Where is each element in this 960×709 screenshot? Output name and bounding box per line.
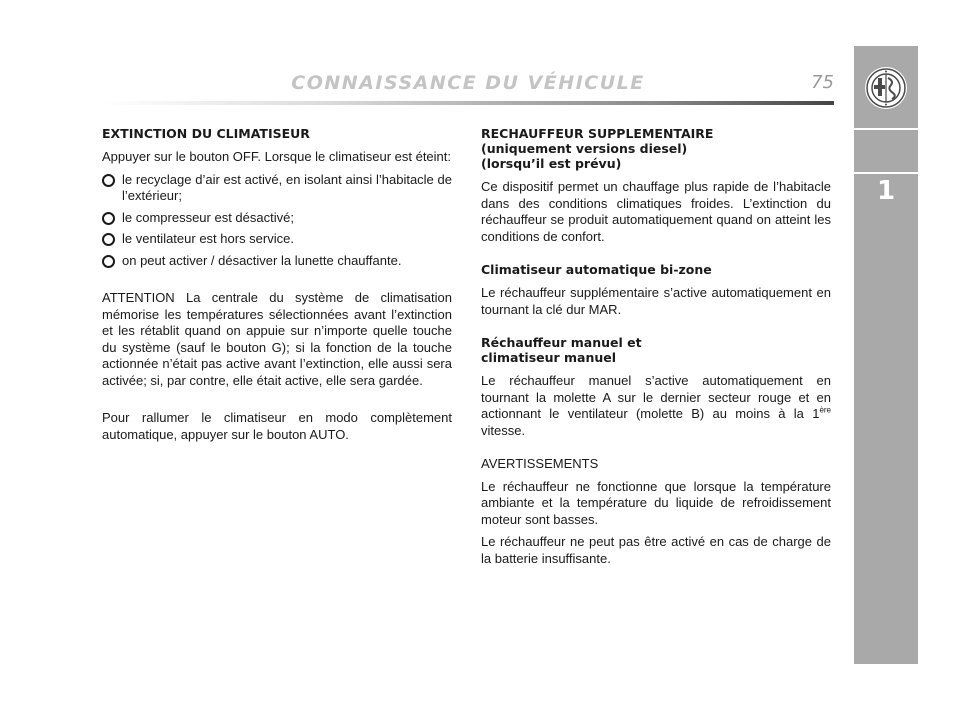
- intro-paragraph: Appuyer sur le bouton OFF. Lorsque le climatiseur est éteint:: [102, 149, 452, 164]
- circle-bullet-icon: [102, 255, 115, 268]
- heading-line: (lorsqu’il est prévu): [481, 156, 622, 171]
- subheading-bizone: Climatiseur automatique bi-zone: [481, 262, 712, 277]
- header-rule: [102, 101, 834, 105]
- warning-paragraph: Le réchauffeur ne peut pas être activé en cas de charge de la batterie insuffisante.: [481, 534, 831, 566]
- heading-extinction: EXTINCTION DU CLIMATISEUR: [102, 126, 310, 141]
- page-header: [102, 66, 834, 106]
- heading-line: Réchauffeur manuel et: [481, 335, 642, 350]
- chapter-number: 1: [876, 176, 896, 206]
- heading-line: climatiseur manuel: [481, 350, 617, 365]
- warning-paragraph: Le réchauffeur ne fonctionne que lorsque la température ambiante et la température du liquide de refroidissement moteur sont basses.: [481, 478, 831, 527]
- circle-bullet-icon: [102, 233, 115, 246]
- attention-paragraph: ATTENTION La centrale du système de climatisation mémorise les températures sélectionnées avant l’extinction et les rétablit quand on appuie sur n’importe quelle touche du système (sauf le bouton G); si la fonction de la touche actionnée n’était pas active avant l’extinction, elle aussi sera activée; si, par contre, elle était active, elle sera gardée.: [102, 290, 452, 388]
- manuel-paragraph: Le réchauffeur manuel s’active automatiquement en tournant la molette A sur le dernier secteur rouge et en actionnant le ventilateur (molette B) au moins à la 1ère vitesse.: [481, 373, 831, 438]
- chapter-side-tab: [854, 46, 918, 664]
- heading-line: (uniquement versions diesel): [481, 141, 688, 156]
- warnings-label: AVERTISSEMENTS: [481, 456, 599, 471]
- side-tab-divider: [854, 172, 918, 174]
- alfa-romeo-logo-icon: [864, 66, 908, 110]
- page-number: 75: [811, 72, 834, 93]
- heading-line: RECHAUFFEUR SUPPLEMENTAIRE: [481, 126, 714, 141]
- list-item: le recyclage d’air est activé, en isolant ainsi l’habitacle de l’extérieur;: [102, 172, 452, 205]
- bizone-paragraph: Le réchauffeur supplémentaire s’active automatiquement en tournant la clé dur MAR.: [481, 285, 831, 317]
- intro-paragraph: Ce dispositif permet un chauffage plus rapide de l’habitacle dans des conditions climatiques froides. L’extinction du réchauffeur se produit automatiquement quand on atteint les conditions de confort.: [481, 179, 831, 244]
- list-item: on peut activer / désactiver la lunette chauffante.: [102, 253, 452, 270]
- list-item: le compresseur est désactivé;: [102, 210, 452, 227]
- side-tab-divider: [854, 128, 918, 130]
- left-column: [102, 126, 452, 449]
- heading-rechauffeur: [481, 126, 831, 171]
- circle-bullet-icon: [102, 212, 115, 225]
- list-item: le ventilateur est hors service.: [102, 231, 452, 248]
- subheading-manuel: [481, 335, 831, 365]
- reactivate-paragraph: Pour rallumer le climatiseur en modo complètement automatique, appuyer sur le bouton AUTO.: [102, 410, 452, 442]
- circle-bullet-icon: [102, 174, 115, 187]
- section-title: CONNAISSANCE DU VÉHICULE: [291, 72, 645, 94]
- bullet-list: [102, 172, 452, 270]
- right-column: [481, 126, 831, 573]
